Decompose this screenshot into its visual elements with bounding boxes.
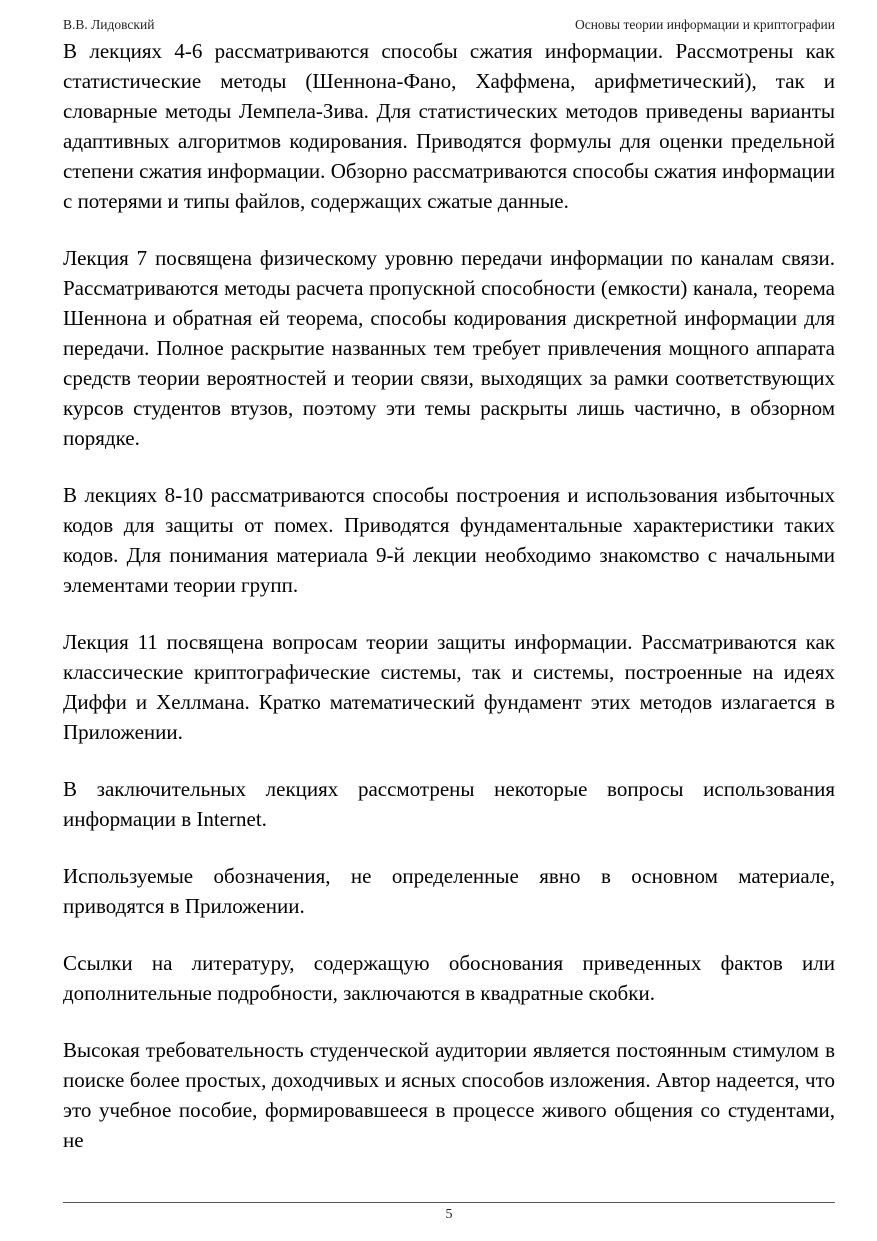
footer-divider bbox=[63, 1202, 835, 1203]
paragraph-notation: Используемые обозначения, не определенные явно в основном материале, приводятся в Приложении. bbox=[63, 864, 835, 918]
running-header bbox=[63, 16, 835, 34]
paragraph-final-lectures: В заключительных лекциях рассмотрены некоторые вопросы использования информации в Internet. bbox=[63, 777, 835, 831]
paragraph-lectures-8-10: В лекциях 8-10 рассматриваются способы построения и использования избыточных кодов для защиты от помех. Приводятся фундаментальные характеристики таких кодов. Для понимания материала 9-й лекции необходимо знакомство с начальными элементами теории групп. bbox=[63, 483, 835, 597]
paragraph-audience: Высокая требовательность студенческой аудитории является постоянным стимулом в поиске более простых, доходчивых и ясных способов изложения. Автор надеется, что это учебное пособие, формировавшееся в процессе живого общения со студентами, не bbox=[63, 1038, 835, 1152]
paragraph-references: Ссылки на литературу, содержащую обоснования приведенных фактов или дополнительные подробности, заключаются в квадратные скобки. bbox=[63, 951, 835, 1005]
paragraph-lectures-4-6: В лекциях 4-6 рассматриваются способы сжатия информации. Рассмотрены как статистические методы (Шеннона-Фано, Хаффмена, арифметический), так и словарные методы Лемпела-Зива. Для статистических методов приведены варианты адаптивных алгоритмов кодирования. Приводятся формулы для оценки предельной степени сжатия информации. Обзорно рассматриваются способы сжатия информации с потерями и типы файлов, содержащих сжатые данные. bbox=[63, 39, 835, 213]
header-book-title: Основы теории информации и криптографии bbox=[574, 17, 835, 32]
body-text bbox=[63, 36, 835, 1155]
paragraph-lecture-7: Лекция 7 посвящена физическому уровню передачи информации по каналам связи. Рассматриваются методы расчета пропускной способности (емкости) канала, теорема Шеннона и обратная ей теорема, способы кодирования дискретной информации для передачи. Полное раскрытие названных тем требует привлечения мощного аппарата средств теории вероятностей и теории связи, выходящих за рамки соответствующих курсов студентов втузов, поэтому эти темы раскрыты лишь частично, в обзорном порядке. bbox=[63, 246, 835, 450]
page-number: 5 bbox=[445, 1207, 453, 1222]
paragraph-lecture-11: Лекция 11 посвящена вопросам теории защиты информации. Рассматриваются как классические криптографические системы, так и системы, построенные на идеях Диффи и Хеллмана. Кратко математический фундамент этих методов излагается в Приложении. bbox=[63, 630, 835, 744]
header-author: В.В. Лидовский bbox=[63, 17, 155, 32]
document-page bbox=[63, 0, 835, 1241]
